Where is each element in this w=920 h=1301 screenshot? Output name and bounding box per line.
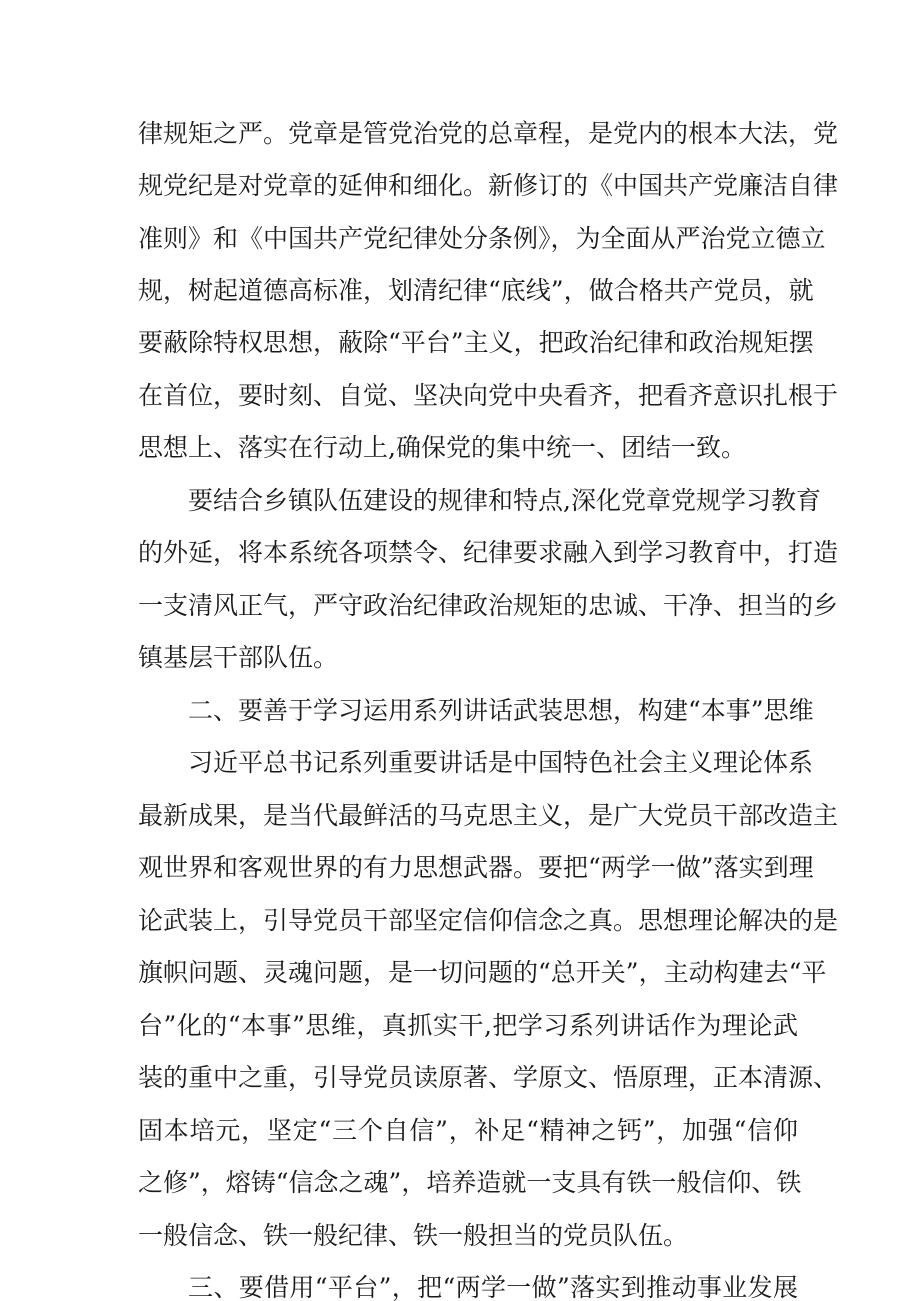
- text-line: 思想上、落实在行动上,确保党的集中统一、团结一致。: [138, 433, 746, 462]
- text-line: 最新成果，是当代最鲜活的马克思主义，是广大党员干部改造主: [138, 801, 839, 830]
- text-line: 律规矩之严。党章是管党治党的总章程，是党内的根本大法，党: [138, 119, 839, 148]
- text-line: 要蔽除特权思想，蔽除“平台”主义，把政治纪律和政治规矩摆: [138, 328, 814, 357]
- text-line: 镇基层干部队伍。: [138, 643, 339, 672]
- text-line: 装的重中之重，引导党员读原著、学原文、悟原理，正本清源、: [138, 1063, 839, 1092]
- text-line: 之修”，熔铸“信念之魂”，培养造就一支具有铁一般信仰、铁: [138, 1168, 802, 1197]
- text-line: 的外延，将本系统各项禁令、纪律要求融入到学习教育中，打造: [138, 538, 839, 567]
- paragraph-first-line: 习近平总书记系列重要讲话是中国特色社会主义理论体系: [188, 748, 814, 777]
- paragraph-first-line: 要结合乡镇队伍建设的规律和特点,深化党章党规学习教育: [188, 486, 821, 515]
- text-line: 一般信念、铁一般纪律、铁一般担当的党员队伍。: [138, 1221, 689, 1250]
- text-line: 一支清风正气，严守政治纪律政治规矩的忠诚、干净、担当的乡: [138, 591, 839, 620]
- text-line: 旗帜问题、灵魂问题，是一切问题的“总开关”，主动构建去“平: [138, 958, 827, 987]
- text-line: 固本培元，坚定“三个自信”，补足“精神之钙”，加强“信仰: [138, 1116, 798, 1145]
- text-line: 台”化的“本事”思维，真抓实干,把学习系列讲话作为理论武: [138, 1011, 798, 1040]
- section-heading: 二、要善于学习运用系列讲话武装思想，构建“本事”思维: [188, 696, 814, 725]
- text-line: 规党纪是对党章的延伸和细化。新修订的《中国共产党廉洁自律: [138, 171, 839, 200]
- text-line: 观世界和客观世界的有力思想武器。要把“两学一做”落实到理: [138, 853, 814, 882]
- text-line: 论武装上，引导党员干部坚定信仰信念之真。思想理论解决的是: [138, 906, 839, 935]
- text-line: 规，树起道德高标准，划清纪律“底线”，做合格共产党员，就: [138, 276, 814, 305]
- text-line: 在首位，要时刻、自觉、坚决向党中央看齐，把看齐意识扎根于: [138, 381, 839, 410]
- section-heading: 三、要借用“平台”，把“两学一做”落实到推动事业发展: [188, 1273, 798, 1301]
- text-line: 准则》和《中国共产党纪律处分条例》，为全面从严治党立德立: [138, 224, 826, 253]
